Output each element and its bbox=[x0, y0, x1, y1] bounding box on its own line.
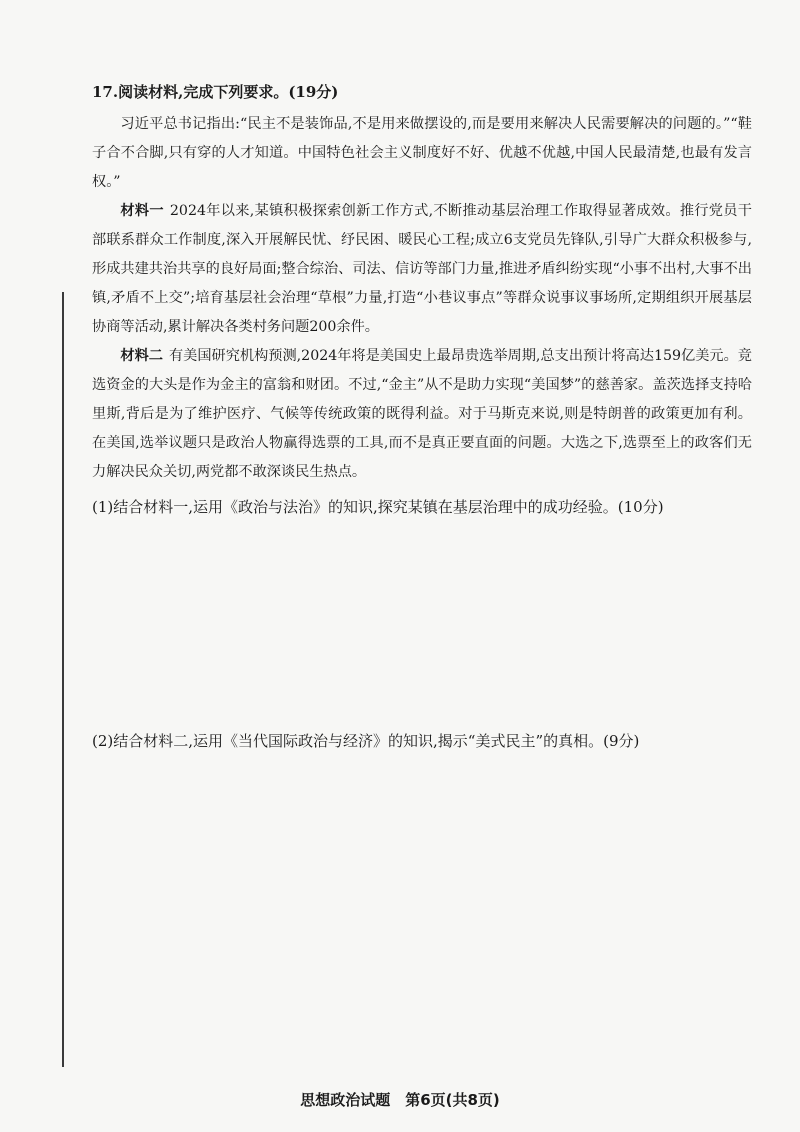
material-1-label: 材料一 bbox=[120, 203, 164, 219]
question-header: 17.阅读材料,完成下列要求。(19分) bbox=[92, 83, 339, 101]
material-2-text: 有美国研究机构预测,2024年将是美国史上最昂贵选举周期,总支出预计将高达159亿美元。竞选资金的大头是作为金主的富翁和财团。不过,“金主”从不是助力实现“美国梦”的慈善家。盖茨选择支持哈里斯,背后是为了维护医疗、气候等传统政策的既得利益。对于马斯克来说,则是特朗普的政策更加有利。在美国,选举议题只是政治人物赢得选票的工具,而不是真正要直面的问题。大选之下,选票至上的政客们无力解决民众关切,两党都不敢深谈民生热点。 bbox=[92, 348, 752, 480]
intro-quote: 习近平总书记指出:“民主不是装饰品,不是用来做摆设的,而是要用来解决人民需要解决的问题的。”“鞋子合不合脚,只有穿的人才知道。中国特色社会主义制度好不好、优越不优越,中国人民最清楚,也最有发言权。” bbox=[92, 116, 752, 190]
sub-question-2: (2)结合材料二,运用《当代国际政治与经济》的知识,揭示“美式民主”的真相。(9分) bbox=[92, 732, 640, 750]
question-17 bbox=[92, 80, 752, 753]
binding-margin-line bbox=[62, 292, 64, 1067]
material-2 bbox=[92, 342, 752, 487]
material-1 bbox=[92, 197, 752, 342]
material-2-label: 材料二 bbox=[120, 348, 163, 364]
material-1-text: 2024年以来,某镇积极探索创新工作方式,不断推动基层治理工作取得显著成效。推行党员干部联系群众工作制度,深入开展解民忧、纾民困、暖民心工程;成立6支党员先锋队,引导广大群众积极参与,形成共建共治共享的良好局面;整合综治、司法、信访等部门力量,推进矛盾纠纷实现“小事不出村,大事不出镇,矛盾不上交”;培育基层社会治理“草根”力量,打造“小巷议事点”等群众说事议事场所,定期组织开展基层协商等活动,累计解决各类村务问题200余件。 bbox=[92, 203, 752, 335]
page-footer: 思想政治试题 第6页(共8页) bbox=[300, 1091, 500, 1109]
sub-question-1: (1)结合材料一,运用《政治与法治》的知识,探究某镇在基层治理中的成功经验。(10分) bbox=[92, 498, 664, 516]
answer-area-1[interactable] bbox=[92, 519, 752, 729]
